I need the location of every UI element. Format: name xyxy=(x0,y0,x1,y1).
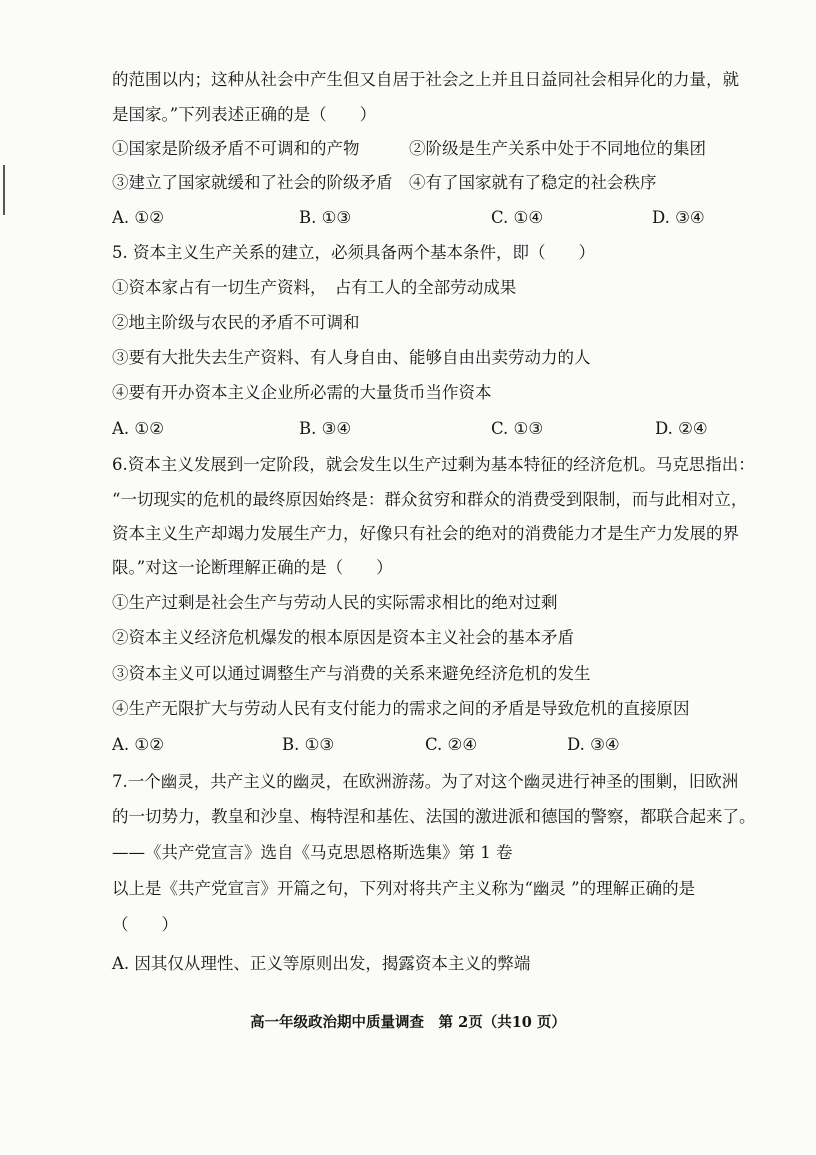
q5-options xyxy=(112,418,732,440)
q5-statement-4: ④要有开办资本主义企业所必需的大量货币当作资本 xyxy=(112,383,492,402)
q6-option-b: B. ①③ xyxy=(282,735,335,754)
q6-statement-2: ②资本主义经济危机爆发的根本原因是资本主义社会的基本矛盾 xyxy=(112,628,574,647)
q6-option-c: C. ②④ xyxy=(425,735,478,754)
q6-stem-line-2: “一切现实的危机的最终原因始终是：群众贫穷和群众的消费受到限制，而与此相对立， xyxy=(112,490,748,509)
q6-statement-3: ③资本主义可以通过调整生产与消费的关系来避免经济危机的发生 xyxy=(112,664,591,683)
q4-stem-line-1: 的范围以内；这种从社会中产生但又自居于社会之上并且日益同社会相异化的力量，就 xyxy=(112,70,739,89)
page-footer: 高一年级政治期中质量调查 第 2页（共10 页） xyxy=(250,1014,566,1031)
q4-option-c: C. ①④ xyxy=(491,208,544,227)
q7-quote-line-2: 的一切势力，教皇和沙皇、梅特涅和基佐、法国的激进派和德国的警察，都联合起来了。 xyxy=(112,807,756,826)
q5-option-d: D. ②④ xyxy=(655,419,708,438)
q6-option-d: D. ③④ xyxy=(567,735,620,754)
q5-option-c: C. ①③ xyxy=(491,419,544,438)
q4-option-b: B. ①③ xyxy=(299,208,352,227)
q7-source: ——《共产党宣言》选自《马克思恩格斯选集》第 1 卷 xyxy=(112,843,513,862)
q7-option-a: A. 因其仅从理性、正义等原则出发，揭露资本主义的弊端 xyxy=(112,954,531,973)
q4-stem-line-2: 是国家。”下列表述正确的是（ ） xyxy=(112,105,377,124)
q7-quote-line-1: 7.一个幽灵，共产主义的幽灵，在欧洲游荡。为了对这个幽灵进行神圣的围剿，旧欧洲 xyxy=(112,772,739,791)
q4-options xyxy=(112,207,732,229)
q6-options xyxy=(112,734,732,756)
q6-stem-line-4: 限。”对这一论断理解正确的是（ ） xyxy=(112,558,393,577)
q6-statement-1: ①生产过剩是社会生产与劳动人民的实际需求相比的绝对过剩 xyxy=(112,593,558,612)
q6-option-a: A. ①② xyxy=(112,735,164,754)
q6-stem-line-3: 资本主义生产却竭力发展生产力，好像只有社会的绝对的消费能力才是生产力发展的界 xyxy=(112,524,739,543)
q5-option-b: B. ③④ xyxy=(299,419,352,438)
q4-statements-3-4: ③建立了国家就缓和了社会的阶级矛盾 ④有了国家就有了稳定的社会秩序 xyxy=(112,173,657,192)
q4-option-d: D. ③④ xyxy=(652,208,705,227)
q5-statement-1: ①资本家占有一切生产资料， 占有工人的全部劳动成果 xyxy=(112,278,517,297)
q6-stem-line-1: 6.资本主义发展到一定阶段，就会发生以生产过剩为基本特征的经济危机。马克思指出： xyxy=(112,455,755,474)
q4-option-a: A. ①② xyxy=(112,208,164,227)
q5-statement-3: ③要有大批失去生产资料、有人身自由、能够自由出卖劳动力的人 xyxy=(112,348,591,367)
q5-statement-2: ②地主阶级与农民的矛盾不可调和 xyxy=(112,313,360,332)
q6-statement-4: ④生产无限扩大与劳动人民有支付能力的需求之间的矛盾是导致危机的直接原因 xyxy=(112,699,690,718)
q7-stem: 以上是《共产党宣言》开篇之句，下列对将共产主义称为“幽灵 ”的理解正确的是 xyxy=(112,879,696,898)
q7-answer-bracket: （ ） xyxy=(112,915,178,934)
q5-stem: 5. 资本主义生产关系的建立，必须具备两个基本条件，即（ ） xyxy=(112,243,595,262)
scan-edge-mark xyxy=(3,165,5,215)
q4-statements-1-2: ①国家是阶级矛盾不可调和的产物 ②阶级是生产关系中处于不同地位的集团 xyxy=(112,139,706,158)
q5-option-a: A. ①② xyxy=(112,419,164,438)
